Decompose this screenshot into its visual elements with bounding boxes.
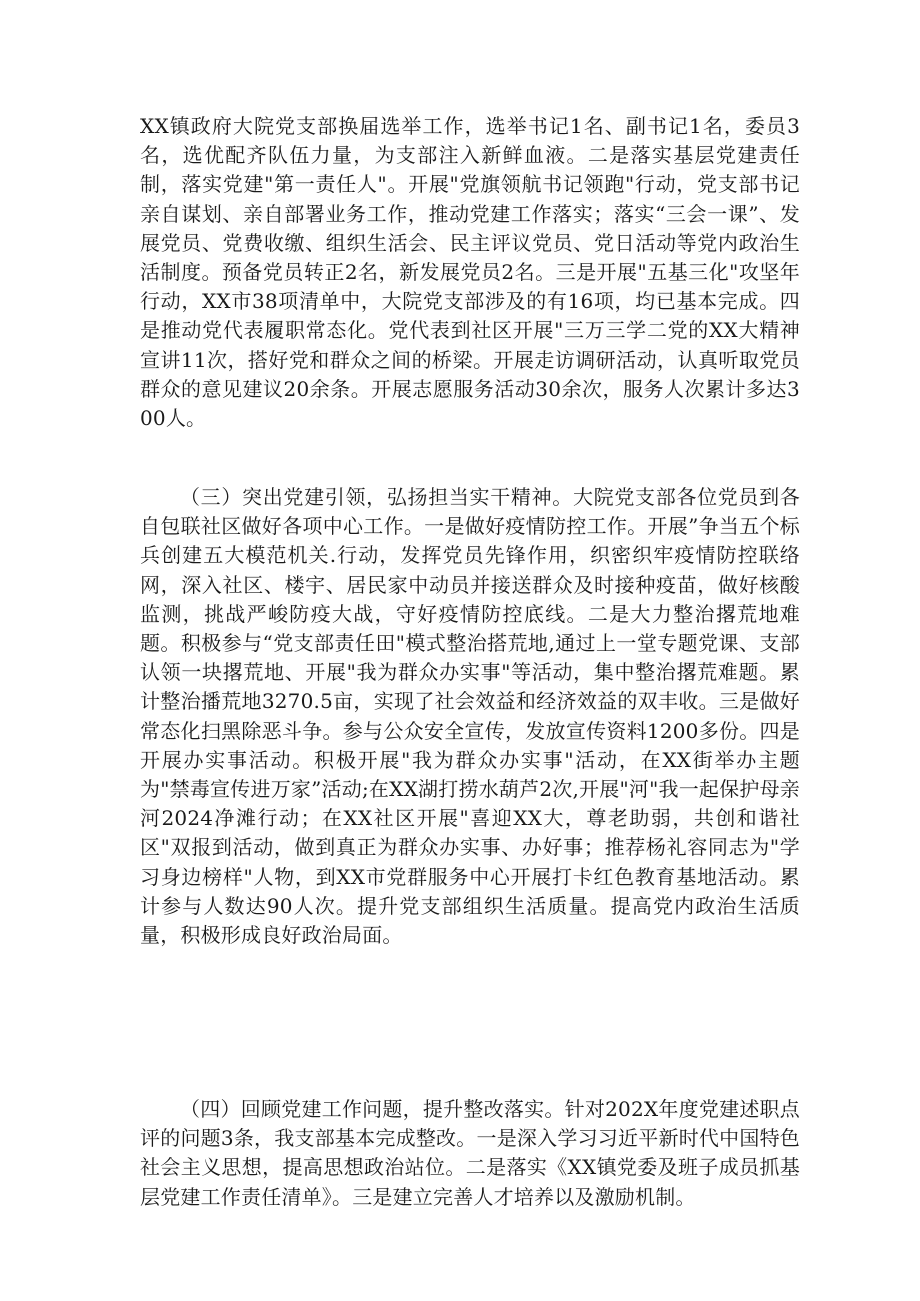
paragraph-section-4: （四）回顾党建工作问题，提升整改落实。针对202X年度党建述职点评的问题3条，我支部基本完成整改。一是深入学习习近平新时代中国特色社会主义思想，提高思想政治站位。二是落实《XX镇党委及班子成员抓基层党建工作责任清单》。三是建立完善人才培养以及激励机制。 <box>140 1097 800 1209</box>
paragraph-party-building-continued: XX镇政府大院党支部换届选举工作，选举书记1名、副书记1名，委员3名，选优配齐队伍力量，为支部注入新鲜血液。二是落实基层党建责任制，落实党建"第一责任人"。开展"党旗领航书记领跑"行动，党支部书记亲自谋划、亲自部署业务工作，推动党建工作落实；落实“三会一课”、发展党员、党费收缴、组织生活会、民主评议党员、党日活动等党内政治生活制度。预备党员转正2名，新发展党员2名。三是开展"五基三化"攻坚年行动，XX市38项清单中，大院党支部涉及的有16项，均已基本完成。四是推动党代表履职常态化。党代表到社区开展"三万三学二党的XX大精神宣讲11次，搭好党和群众之间的桥梁。开展走访调研活动，认真听取党员群众的意见建议20余条。开展志愿服务活动30余次，服务人次累计多达300人。 <box>140 114 800 431</box>
paragraph-section-3: （三）突出党建引领，弘扬担当实干精神。大院党支部各位党员到各自包联社区做好各项中心工作。一是做好疫情防控工作。开展”争当五个标兵创建五大模范机关.行动，发挥党员先锋作用，织密织牢疫情防控联络网，深入社区、楼宇、居民家中动员并接送群众及时接种疫苗，做好核酸监测，挑战严峻防疫大战，守好疫情防控底线。二是大力整治撂荒地难题。积极参与“党支部责任田"模式整治搭荒地,通过上一堂专题党课、支部认领一块撂荒地、开展"我为群众办实事"等活动，集中整治撂荒难题。累计整治播荒地3270.5亩，实现了社会效益和经济效益的双丰收。三是做好常态化扫黑除恶斗争。参与公众安全宣传，发放宣传资料1200多份。四是开展办实事活动。积极开展"我为群众办实事"活动，在XX街举办主题为"禁毒宣传进万家”活动;在XX湖打捞水葫芦2次,开展"河"我一起保护母亲河2024净滩行动；在XX社区开展"喜迎XX大，尊老助弱，共创和谐社区"双报到活动，做到真正为群众办实事、办好事；推荐杨礼容同志为"学习身边榜样"人物，到XX市党群服务中心开展打卡红色教育基地活动。累计参与人数达90人次。提升党支部组织生活质量。提高党内政治生活质量，积极形成良好政治局面。 <box>140 485 800 948</box>
